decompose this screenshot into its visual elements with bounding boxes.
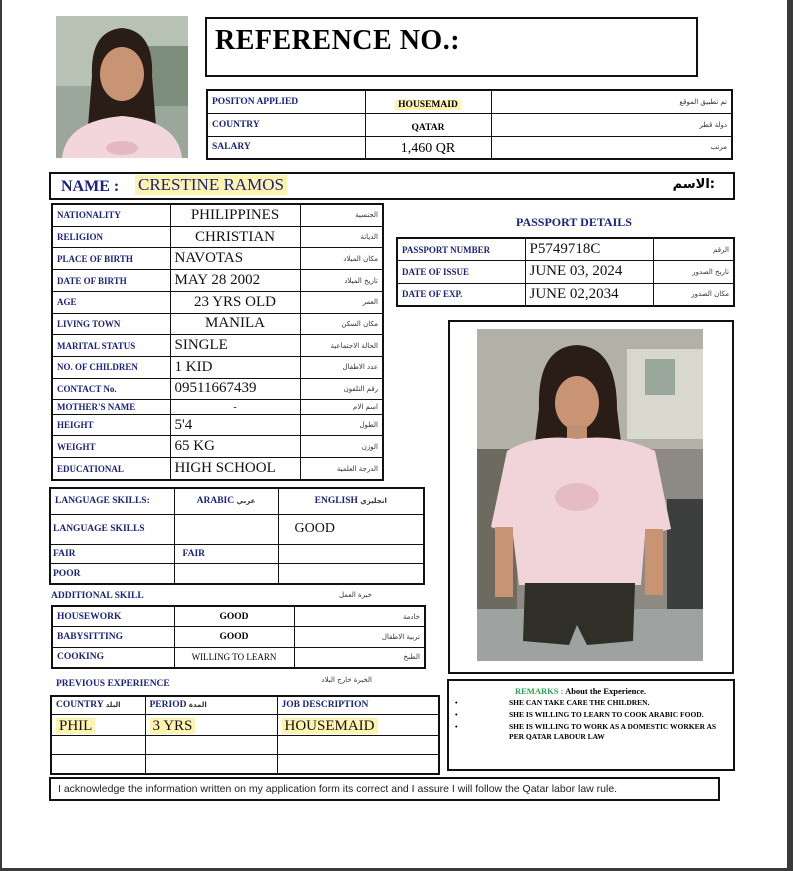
passport-row [397, 283, 734, 306]
passport-row-label: DATE OF EXP. [397, 283, 525, 306]
personal-row-value: MANILA [170, 313, 300, 335]
acknowledgement-box [49, 777, 720, 801]
personal-row-value: 09511667439 [170, 378, 300, 400]
experience-empty-cell [51, 755, 145, 774]
position-row-label: COUNTRY [207, 113, 365, 136]
language-row-label: LANGUAGE SKILLS [50, 514, 174, 544]
remark-item [455, 698, 727, 708]
position-row [207, 113, 732, 136]
position-row-value-cell [365, 113, 491, 136]
previous-experience-arabic: الخبرة خارج البلاد [321, 676, 372, 684]
language-row-label: FAIR [50, 544, 174, 563]
experience-period-value: 3 YRS [150, 718, 196, 734]
language-row-arabic [174, 564, 278, 584]
language-row [50, 564, 424, 584]
passport-row-value: JUNE 02,2034 [525, 283, 653, 306]
position-row-value-cell [365, 136, 491, 159]
experience-header-row [51, 696, 439, 714]
remarks-box [447, 679, 735, 771]
personal-row [52, 335, 383, 357]
additional-row [52, 627, 425, 647]
experience-table [50, 695, 440, 775]
experience-row [51, 714, 439, 735]
experience-country-header-label: COUNTRY [56, 700, 104, 711]
experience-empty-cell [277, 755, 439, 774]
personal-row [52, 226, 383, 248]
experience-empty-cell [145, 755, 277, 774]
experience-cell-country [51, 714, 145, 735]
remarks-title: REMARKS : [515, 686, 564, 696]
personal-row-arabic: الدرجة العلمية [300, 458, 383, 480]
personal-row-label: MOTHER'S NAME [52, 400, 170, 414]
experience-job-value: HOUSEMAID [282, 718, 378, 734]
personal-row-arabic: مكان السكن [300, 313, 383, 335]
additional-row-arabic: تربية الاطفال [294, 627, 425, 647]
personal-row [52, 414, 383, 436]
additional-row-label: HOUSEWORK [52, 606, 174, 627]
additional-row-arabic: الطبخ [294, 647, 425, 668]
position-row-arabic: دولة قطر [491, 113, 732, 136]
language-arabic-col-ar: عربي [236, 497, 256, 506]
additional-row [52, 606, 425, 627]
position-row [207, 136, 732, 159]
position-row-value-cell [365, 90, 491, 113]
personal-row-label: WEIGHT [52, 436, 170, 458]
personal-row [52, 356, 383, 378]
name-label: NAME : [61, 178, 120, 195]
passport-table [396, 237, 735, 307]
personal-row-arabic: الطول [300, 414, 383, 436]
language-row-label: POOR [50, 564, 174, 584]
experience-country-header [51, 696, 145, 714]
passport-row-arabic: تاريخ الصدور [653, 261, 734, 283]
applicant-name: CRESTINE RAMOS [135, 175, 287, 195]
personal-row-arabic: الوزن [300, 436, 383, 458]
passport-row-arabic: مكان الصدور [653, 283, 734, 306]
headshot-image [56, 16, 188, 158]
experience-empty-row [51, 735, 439, 754]
experience-empty-cell [145, 735, 277, 754]
personal-row-value: SINGLE [170, 335, 300, 357]
personal-row-label: NATIONALITY [52, 204, 170, 226]
personal-details-table [51, 203, 384, 481]
language-row [50, 514, 424, 544]
personal-row-arabic: عدد الاطفال [300, 356, 383, 378]
personal-row-arabic: الديانة [300, 226, 383, 248]
additional-skill-label: ADDITIONAL SKILL [51, 591, 144, 601]
personal-row-value: CHRISTIAN [170, 226, 300, 248]
personal-row [52, 458, 383, 480]
name-arabic: الاسم: [672, 177, 715, 192]
additional-row [52, 647, 425, 668]
personal-row [52, 436, 383, 458]
position-row-arabic: مرتب [491, 136, 732, 159]
personal-row-arabic: رقم التلفون [300, 378, 383, 400]
position-row-value: 1,460 QR [400, 141, 456, 157]
experience-empty-row [51, 755, 439, 774]
personal-row-value: 1 KID [170, 356, 300, 378]
personal-row-arabic: الحالة الاجتماعية [300, 335, 383, 357]
reference-box [205, 17, 698, 77]
language-skills-table [49, 487, 425, 585]
remark-text: SHE CAN TAKE CARE THE CHILDREN. [509, 698, 650, 707]
experience-period-header-ar: المدة [188, 701, 207, 710]
remark-item [455, 722, 727, 742]
passport-row-arabic: الرقم [653, 238, 734, 261]
language-header-english [278, 488, 424, 514]
experience-cell-period [145, 714, 277, 735]
personal-row-value: PHILIPPINES [170, 204, 300, 226]
full-body-image [477, 329, 703, 661]
remarks-list [455, 698, 727, 744]
experience-job-header: JOB DESCRIPTION [277, 696, 439, 714]
experience-period-header-label: PERIOD [149, 700, 187, 711]
personal-row-label: EDUCATIONAL [52, 458, 170, 480]
position-row-label: SALARY [207, 136, 365, 159]
experience-empty-cell [51, 735, 145, 754]
personal-row-arabic: العمر [300, 291, 383, 313]
personal-row [52, 270, 383, 292]
language-header-row [50, 488, 424, 514]
position-table [206, 89, 733, 160]
experience-country-value: PHIL [56, 718, 95, 734]
remark-text: SHE IS WILLING TO WORK AS A DOMESTIC WORKER AS PER QATAR LABOUR LAW [509, 722, 717, 741]
name-bar [49, 172, 735, 200]
language-row-arabic [174, 514, 278, 544]
personal-row-label: CONTACT No. [52, 378, 170, 400]
experience-empty-cell [277, 735, 439, 754]
personal-row-arabic: الجنسية [300, 204, 383, 226]
personal-row-arabic: مكان الميلاد [300, 248, 383, 270]
language-row-arabic: FAIR [174, 544, 278, 563]
personal-row [52, 378, 383, 400]
remark-bullet: • [455, 710, 458, 719]
personal-row-value: HIGH SCHOOL [170, 458, 300, 480]
personal-row-label: LIVING TOWN [52, 313, 170, 335]
passport-row [397, 261, 734, 283]
additional-row-value: GOOD [174, 606, 294, 627]
experience-period-header [145, 696, 277, 714]
remark-bullet: • [455, 698, 458, 707]
position-row [207, 90, 732, 113]
additional-skill-table [51, 605, 426, 669]
personal-row [52, 291, 383, 313]
application-form [2, 0, 787, 868]
personal-row-value: 5'4 [170, 414, 300, 436]
passport-row-label: PASSPORT NUMBER [397, 238, 525, 261]
personal-row [52, 204, 383, 226]
remarks-subtitle: About the Experience. [565, 686, 647, 696]
language-english-col-ar: انجليزي [360, 497, 387, 506]
personal-row [52, 248, 383, 270]
experience-country-header-ar: البلد [105, 701, 121, 710]
language-row-english: GOOD [278, 514, 424, 544]
experience-cell-job [277, 714, 439, 735]
position-row-arabic: تم تطبيق الموقع [491, 90, 732, 113]
personal-row-label: MARITAL STATUS [52, 335, 170, 357]
language-row [50, 544, 424, 563]
position-row-value: HOUSEMAID [395, 100, 461, 110]
remark-text: SHE IS WILLING TO LEARN TO COOK ARABIC FOOD. [509, 710, 704, 719]
personal-row-value: 23 YRS OLD [170, 291, 300, 313]
position-row-value: QATAR [411, 123, 445, 133]
language-header-arabic [174, 488, 278, 514]
additional-row-arabic: خادمة [294, 606, 425, 627]
position-row-label: POSITON APPLIED [207, 90, 365, 113]
acknowledgement-text: I acknowledge the information written on my application form its correct and I assure I will follow the Qatar labor law rule. [58, 783, 618, 795]
passport-row [397, 238, 734, 261]
applicant-headshot [56, 16, 188, 158]
additional-row-label: BABYSITTING [52, 627, 174, 647]
personal-row-label: NO. OF CHILDREN [52, 356, 170, 378]
additional-row-value: GOOD [174, 627, 294, 647]
language-row-english [278, 544, 424, 563]
personal-row-value: 65 KG [170, 436, 300, 458]
personal-row-arabic: تاريخ الميلاد [300, 270, 383, 292]
personal-row [52, 313, 383, 335]
passport-row-value: P5749718C [525, 238, 653, 261]
passport-row-value: JUNE 03, 2024 [525, 261, 653, 283]
language-header-label: LANGUAGE SKILLS: [50, 488, 174, 514]
personal-row-value: - [170, 400, 300, 414]
remark-item [455, 710, 727, 720]
personal-row-value: NAVOTAS [170, 248, 300, 270]
language-english-col: ENGLISH [314, 496, 358, 507]
personal-row-arabic: اسم الام [300, 400, 383, 414]
additional-row-value: WILLING TO LEARN [174, 647, 294, 668]
personal-row-value: MAY 28 2002 [170, 270, 300, 292]
personal-row [52, 400, 383, 414]
personal-row-label: PLACE OF BIRTH [52, 248, 170, 270]
previous-experience-label: PREVIOUS EXPERIENCE [56, 679, 170, 689]
personal-row-label: HEIGHT [52, 414, 170, 436]
reference-label: REFERENCE NO.: [215, 25, 461, 56]
personal-row-label: DATE OF BIRTH [52, 270, 170, 292]
applicant-full-photo-frame [448, 320, 734, 674]
additional-row-label: COOKING [52, 647, 174, 668]
personal-row-label: RELIGION [52, 226, 170, 248]
passport-row-label: DATE OF ISSUE [397, 261, 525, 283]
personal-row-label: AGE [52, 291, 170, 313]
language-row-english [278, 564, 424, 584]
remarks-heading [515, 686, 646, 696]
passport-title: PASSPORT DETAILS [516, 215, 632, 229]
remark-bullet: • [455, 722, 458, 731]
language-arabic-col: ARABIC [196, 496, 235, 507]
additional-skill-arabic: خبرة العمل [339, 591, 372, 599]
